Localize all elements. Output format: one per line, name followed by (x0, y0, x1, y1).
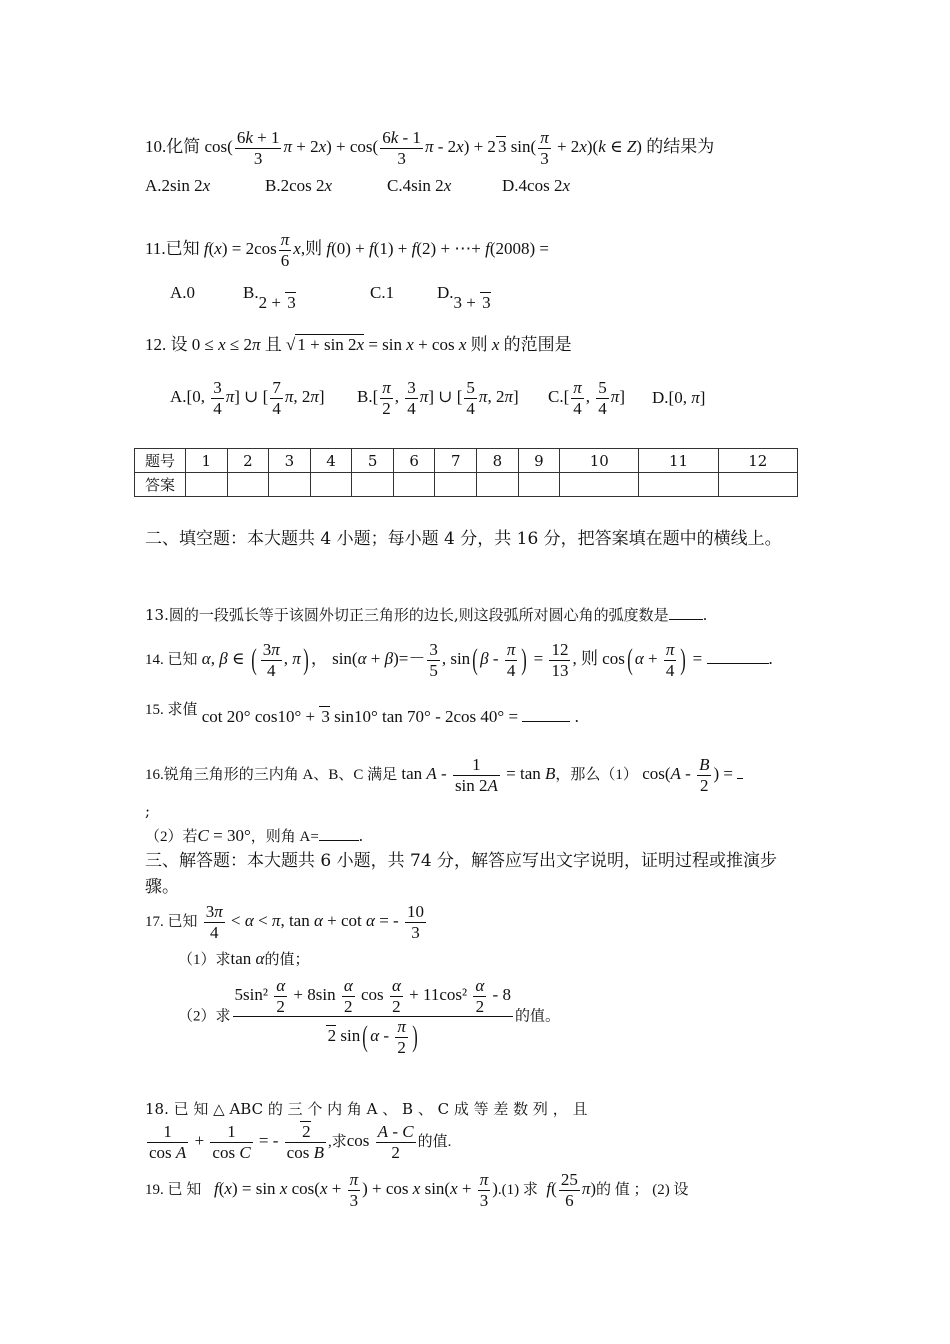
answer-table-number-cell: 2 (227, 449, 269, 473)
q10-option-a[interactable]: A.2sin 2x (145, 176, 211, 195)
q16-semicolon: ; (145, 802, 151, 820)
answer-cell[interactable] (393, 473, 435, 497)
answer-cell[interactable] (518, 473, 560, 497)
question-10: 10.化简 cos( $\frac{6k + 1}{3}$ π + 2x) + cos( $\frac{6k - 1}{3}$ π - 2x) + 2 3 sin( $\frac{\pi}{3}$ + 2x)(k ∈ Z) 的结果为 (145, 128, 715, 168)
answer-table-number-cell: 7 (435, 449, 477, 473)
answer-cell[interactable] (435, 473, 477, 497)
q16-part1-blank[interactable] (737, 778, 743, 779)
answer-cell[interactable] (310, 473, 352, 497)
q11-option-b[interactable]: B.2 + 3 (243, 283, 296, 312)
question-19: 19. 已 知 f(x) = sin x cos(x + $\frac{\pi}{3}$ ) + cos x sin(x + $\frac{\pi}{3}$ ).(1) 求 f( $\frac{25}{6}$ π)的 值 ； (2) 设 (145, 1170, 689, 1210)
answer-cell[interactable] (186, 473, 228, 497)
answer-table-number-cell: 11 (639, 449, 718, 473)
section-2-heading: 二、填空题：本大题共 4 小题；每小题 4 分，共 16 分，把答案填在题中的横线上。 (145, 529, 782, 549)
q17-part1: （1）求tan α的值； (178, 949, 310, 968)
q15-number: 15. 求值 (145, 702, 198, 718)
q15-answer-blank[interactable] (522, 721, 570, 722)
q12-option-d[interactable]: D.[0, π] (652, 388, 706, 407)
answer-table-number-cell: 9 (518, 449, 560, 473)
answer-cell[interactable] (227, 473, 269, 497)
q10-option-c[interactable]: C.4sin 2x (387, 176, 452, 195)
answer-table-number-cell: 1 (186, 449, 228, 473)
q12-number: 12. 设 (145, 335, 188, 354)
q14-answer-blank[interactable] (707, 663, 769, 664)
question-17: 17. 已知 $\frac{3\pi}{4}$ < α < π, tan α + cot α = - $\frac{10}{3}$ (145, 902, 424, 942)
answer-table-number-cell: 4 (310, 449, 352, 473)
q18-equation: $\frac{1}{\text{cos A}}$ + $\frac{1}{\text{cos C}}$ = - $\frac{2}{\text{cos B}}$ ,求cos $\frac{A - C}{2}$ 的值. (149, 1122, 452, 1162)
q17-number: 17. 已知 (145, 913, 198, 930)
answer-table-number-label: 题号 (135, 449, 186, 473)
q12-option-c[interactable]: C.[ $\frac{\pi}{4}$ , $\frac{5}{4}$ π] (548, 378, 625, 418)
q16-part2: （2）若C = 30°，则角 A= . (145, 826, 364, 845)
answer-table-number-cell: 12 (718, 449, 797, 473)
question-15: 15. 求值 cot 20° cos10° + 3 sin10° tan 70° - 2cos 40° = . (145, 702, 579, 726)
q10-prefix: 化简 (166, 136, 201, 156)
answer-cell[interactable] (718, 473, 797, 497)
answer-table-number-cell: 6 (393, 449, 435, 473)
answer-table (134, 448, 798, 497)
answer-table-number-cell: 5 (352, 449, 394, 473)
answer-cell[interactable] (560, 473, 639, 497)
q10-number: 10. (145, 136, 167, 156)
q10-option-b[interactable]: B.2cos 2x (265, 176, 333, 195)
answer-cell[interactable] (477, 473, 519, 497)
q11-number: 11.已知 (145, 238, 200, 258)
q16-number: 16.锐角三角形的三内角 A、B、C 满足 (145, 766, 398, 783)
answer-table-number-cell: 8 (477, 449, 519, 473)
answer-table-number-cell: 10 (560, 449, 639, 473)
q14-number: 14. 已知 (145, 651, 198, 668)
answer-cell[interactable] (639, 473, 718, 497)
q10-suffix: 的结果为 (646, 136, 715, 156)
question-13: 13.圆的一段弧长等于该圆外切正三角形的边长,则这段弧所对圆心角的弧度数是 . (145, 606, 708, 624)
answer-table-number-cell: 3 (269, 449, 311, 473)
answer-cell[interactable] (352, 473, 394, 497)
q10-option-d[interactable]: D.4cos 2x (502, 176, 570, 195)
answer-table-number-row (135, 449, 798, 473)
answer-table-answer-label: 答案 (135, 473, 186, 497)
section-3-heading: 三、解答题：本大题共 6 小题，共 74 分，解答应写出文字说明，证明过程或推演步骤。 (145, 851, 778, 897)
question-14: 14. 已知 α, β ∈ ( $\frac{3\pi}{4}$ , π) ， sin(α + β)=－ $\frac{3}{5}$ , sin( β - $\frac{\pi}{4}$ ) = $\frac{12}{13}$ , 则 cos( α + $\frac{\pi}{4}$ ) = . (145, 640, 773, 680)
q12-option-b[interactable]: B.[ $\frac{\pi}{2}$ , $\frac{3}{4}$ π] ∪ [ $\frac{5}{4}$ π, 2π] (357, 378, 519, 418)
question-11: 11.已知 f(x) = 2cos $\frac{\pi}{6}$ x,则 f(0) + f(1) + f(2) + ⋯+ f(2008) = (145, 230, 550, 270)
answer-cell[interactable] (269, 473, 311, 497)
q13-answer-blank[interactable] (669, 619, 703, 620)
answer-table-answer-row (135, 473, 798, 497)
q11-option-d[interactable]: D.3 + 3 (437, 283, 491, 312)
question-16: 16.锐角三角形的三内角 A、B、C 满足 tan A - $\frac{1}{\sin 2A}$ = tan B，那么（1） cos(A - $\frac{B}{2}$ ) = (145, 755, 810, 795)
question-12: 12. 设 0 ≤ x ≤ 2π 且 √ 1 + sin 2x = sin x + cos x 则 x 的范围是 (145, 335, 572, 354)
q11-option-c[interactable]: C.1 (370, 283, 395, 302)
q16-part2-blank[interactable] (319, 840, 359, 841)
question-18: 18. 已 知 △ ABC 的 三 个 内 角 A 、 B 、 C 成 等 差 数 列 ， 且 (145, 1100, 588, 1118)
q17-part2: （2）求 5sin² $\frac{\alpha}{2}$ + 8sin $\frac{\alpha}{2}$ cos $\frac{\alpha}{2}$ + 11cos² $\frac{\alpha}{2}$ - 8 2 sin( α - $\frac{\pi}{2}$ ) 的值。 (178, 976, 560, 1057)
q12-option-a[interactable]: A.[0, $\frac{3}{4}$ π] ∪ [ $\frac{7}{4}$ π, 2π] (170, 378, 325, 418)
q11-option-a[interactable]: A.0 (170, 283, 196, 302)
q19-number: 19. 已 知 (145, 1181, 202, 1198)
